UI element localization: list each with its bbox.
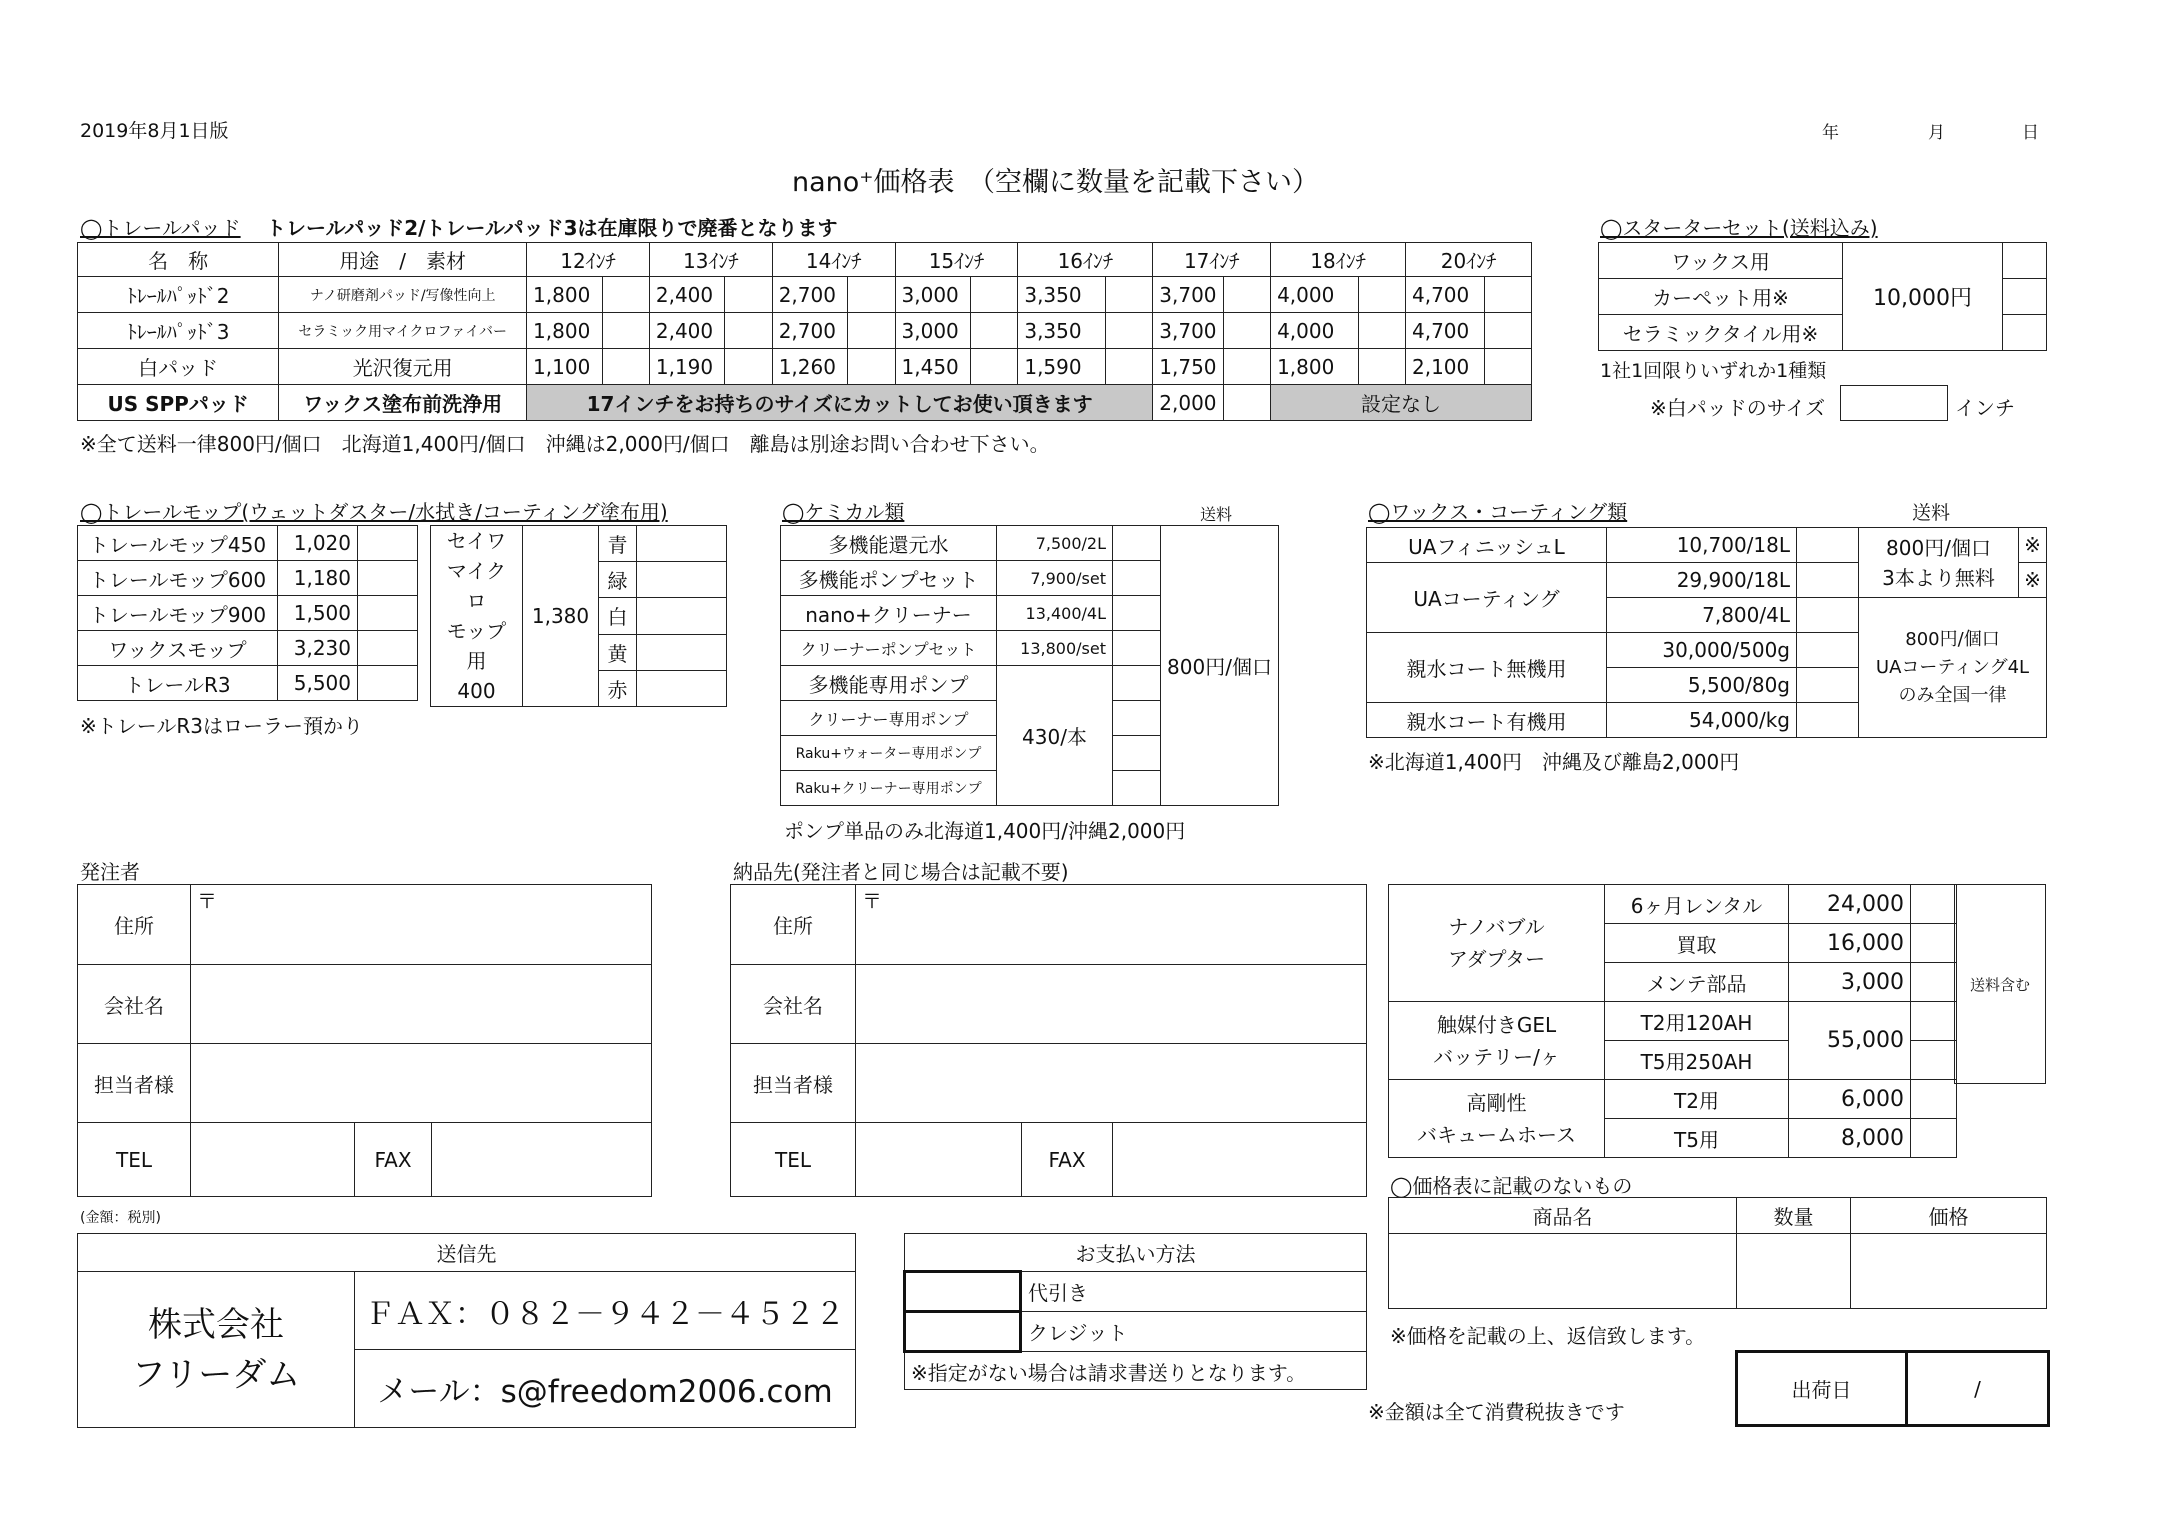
pump-name: 多機能専用ポンプ xyxy=(781,666,997,701)
payment-heading: お支払い方法 xyxy=(905,1234,1367,1272)
delivery-fax-field[interactable] xyxy=(1113,1123,1367,1197)
table-row xyxy=(781,526,1279,561)
wax-name: 親水コート有機用 xyxy=(1367,703,1607,738)
starter-item: ワックス用 xyxy=(1599,243,1843,279)
spp-not-set: 設定なし xyxy=(1271,385,1532,421)
ship-date-table xyxy=(1735,1350,2050,1427)
qty-cell[interactable] xyxy=(1105,277,1152,313)
qty-cell[interactable] xyxy=(358,526,418,561)
orderer-fax-label: FAX xyxy=(355,1123,432,1197)
price-cell: 1,190 xyxy=(649,349,725,385)
white-pad-size-label: ※白パッドのサイズ xyxy=(1650,396,1826,420)
mop-name: トレールモップ600 xyxy=(78,561,278,596)
table-row xyxy=(78,526,418,561)
delivery-heading: 納品先(発注者と同じ場合は記載不要) xyxy=(733,860,1069,884)
seiwa-mop-table xyxy=(430,525,727,707)
product-use: ワックス塗布前洗浄用 xyxy=(279,385,527,421)
nano-bubble-table xyxy=(1388,884,1957,1158)
chemical-heading: ◯ケミカル類 xyxy=(782,500,905,524)
mop-heading: ◯トレールモップ(ウェットダスター/水拭き/コーティング塗布用) xyxy=(80,500,668,524)
price-cell: 4,700 xyxy=(1405,313,1484,349)
col-header-16: 16ｲﾝﾁ xyxy=(1018,243,1153,277)
other-price-field[interactable] xyxy=(1851,1234,2047,1309)
wax-table xyxy=(1366,527,2047,738)
chemical-price: 7,500/2L xyxy=(997,526,1113,561)
qty-cell[interactable] xyxy=(725,313,772,349)
mop-price: 1,500 xyxy=(278,596,358,631)
price-cell: 3,700 xyxy=(1153,313,1223,349)
hose-option: T5用 xyxy=(1605,1119,1789,1158)
adapter-line: アダプター xyxy=(1447,947,1546,971)
qty-cell[interactable] xyxy=(1113,526,1161,561)
qty-cell[interactable] xyxy=(1105,313,1152,349)
hose-price: 6,000 xyxy=(1789,1080,1911,1119)
send-to-mail: メール：s@freedom2006.com xyxy=(355,1350,856,1428)
price-cell: 1,800 xyxy=(527,277,603,313)
qty-cell[interactable] xyxy=(602,277,649,313)
hose-line: 高剛性 xyxy=(1466,1090,1527,1115)
starter-price: 10,000円 xyxy=(1843,243,2003,351)
delivery-company-field[interactable] xyxy=(856,965,1367,1044)
color-label: 黄 xyxy=(599,634,637,670)
col-header-product: 商品名 xyxy=(1389,1198,1737,1234)
postal-mark: 〒 xyxy=(197,889,217,913)
delivery-address-field[interactable] xyxy=(856,885,1367,965)
wax-price: 5,500/80g xyxy=(1607,668,1797,703)
pump-note: ポンプ単品のみ北海道1,400円/沖縄2,000円 xyxy=(784,819,1186,843)
wax-note: ※北海道1,400円 沖縄及び離島2,000円 xyxy=(1368,750,1740,774)
price-cell: 2,700 xyxy=(772,277,848,313)
starter-table xyxy=(1598,242,2047,351)
mop-price: 5,500 xyxy=(278,666,358,701)
qty-cell[interactable] xyxy=(1223,313,1270,349)
mop-price: 3,230 xyxy=(278,631,358,666)
send-to-company xyxy=(78,1272,355,1428)
price-cell: 2,400 xyxy=(649,313,725,349)
edition-date: 2019年8月1日版 xyxy=(80,120,229,142)
qty-cell[interactable] xyxy=(358,561,418,596)
wax-shipping-2 xyxy=(1859,598,2047,738)
qty-cell[interactable] xyxy=(1358,277,1405,313)
payment-option-cod: 代引き xyxy=(1021,1272,1367,1312)
table-row xyxy=(1367,528,2047,563)
chemical-name: 多機能還元水 xyxy=(781,526,997,561)
chemical-shipping-label: 送料 xyxy=(1200,505,1233,524)
price-cell: 4,000 xyxy=(1271,313,1359,349)
wax-ship-line: UAコーティング4L xyxy=(1875,656,2030,678)
price-cell: 3,000 xyxy=(895,313,971,349)
payment-option-credit: クレジット xyxy=(1021,1312,1367,1352)
qty-cell[interactable] xyxy=(358,631,418,666)
wax-name: 親水コート無機用 xyxy=(1367,633,1607,703)
col-header-price: 価格 xyxy=(1851,1198,2047,1234)
qty-cell[interactable] xyxy=(1113,666,1161,701)
qty-cell[interactable] xyxy=(2003,243,2047,279)
price-cell: 3,000 xyxy=(895,277,971,313)
ship-date-field[interactable] xyxy=(1907,1352,2049,1426)
table-row xyxy=(78,666,418,701)
seiwa-price: 1,380 xyxy=(523,526,599,707)
col-header-use: 用途 / 素材 xyxy=(279,243,527,277)
chemical-table xyxy=(780,525,1279,806)
price-cell: 2,700 xyxy=(772,313,848,349)
table-row xyxy=(78,385,1532,421)
product-name: US SPPパッド xyxy=(78,385,279,421)
wax-price: 54,000/kg xyxy=(1607,703,1797,738)
price-cell: 2,400 xyxy=(649,277,725,313)
qty-cell[interactable] xyxy=(637,598,727,634)
qty-cell[interactable] xyxy=(725,349,772,385)
orderer-company-label: 会社名 xyxy=(78,965,191,1044)
chemical-name: 多機能ポンプセット xyxy=(781,561,997,596)
tax-note: ※金額は全て消費税抜きです xyxy=(1368,1400,1625,1424)
qty-cell[interactable] xyxy=(1113,736,1161,771)
delivery-tel-label: TEL xyxy=(731,1123,856,1197)
wax-price: 30,000/500g xyxy=(1607,633,1797,668)
delivery-form xyxy=(730,884,1367,1197)
qty-cell[interactable] xyxy=(1797,598,1859,633)
adapter-name xyxy=(1389,885,1605,1002)
send-to-heading: 送信先 xyxy=(78,1234,856,1272)
orderer-person-label: 担当者様 xyxy=(78,1044,191,1123)
seiwa-line: モップ用 xyxy=(446,619,507,673)
wax-mark: ※ xyxy=(2019,528,2047,563)
battery-name xyxy=(1389,1002,1605,1080)
battery-line: 触媒付きGEL xyxy=(1436,1012,1557,1037)
ship-date-label: 出荷日 xyxy=(1737,1352,1907,1426)
qty-cell[interactable] xyxy=(971,349,1018,385)
qty-cell[interactable] xyxy=(1484,277,1531,313)
wax-name: UAフィニッシュL xyxy=(1367,528,1607,563)
starter-item: セラミックタイル用※ xyxy=(1599,315,1843,351)
delivery-fax-label: FAX xyxy=(1022,1123,1113,1197)
qty-cell[interactable] xyxy=(2003,315,2047,351)
qty-cell[interactable] xyxy=(1911,1002,1957,1041)
price-cell: 4,000 xyxy=(1271,277,1359,313)
delivery-person-field[interactable] xyxy=(856,1044,1367,1123)
send-to-table xyxy=(77,1233,856,1428)
mop-price: 1,180 xyxy=(278,561,358,596)
payment-table xyxy=(903,1233,1367,1390)
trail-pad-heading: ◯トレールパッド xyxy=(80,216,241,240)
chemical-price: 13,400/4L xyxy=(997,596,1113,631)
orderer-company-field[interactable] xyxy=(191,965,652,1044)
white-pad-size-input[interactable] xyxy=(1840,385,1948,421)
mop-name: トレールモップ900 xyxy=(78,596,278,631)
wax-name: UAコーティング xyxy=(1367,563,1607,633)
ship-date-slash: / xyxy=(1974,1376,1981,1401)
hose-price: 8,000 xyxy=(1789,1119,1911,1158)
other-note: ※価格を記載の上、返信致します。 xyxy=(1390,1324,1706,1348)
qty-cell[interactable] xyxy=(725,277,772,313)
orderer-address-label: 住所 xyxy=(78,885,191,965)
qty-cell[interactable] xyxy=(1484,349,1531,385)
wax-ship-line: 800円/個口 xyxy=(1905,628,2000,650)
orderer-tel-field[interactable] xyxy=(191,1123,355,1197)
wax-price: 10,700/18L xyxy=(1607,528,1797,563)
chemical-name: クリーナーポンプセット xyxy=(781,631,997,666)
chemical-shipping: 800円/個口 xyxy=(1161,526,1279,806)
qty-cell[interactable] xyxy=(1358,313,1405,349)
qty-cell[interactable] xyxy=(1797,703,1859,738)
company-line: 株式会社 xyxy=(148,1304,284,1345)
seiwa-line: マイクロ xyxy=(446,559,507,613)
qty-cell[interactable] xyxy=(1797,528,1859,563)
shipping-included xyxy=(1954,884,2046,1084)
price-cell: 2,000 xyxy=(1153,385,1223,421)
qty-cell[interactable] xyxy=(1911,885,1957,924)
color-label: 白 xyxy=(599,598,637,634)
date-day-label: 日 xyxy=(2022,123,2039,143)
product-use: ナノ研磨剤パッド/写像性向上 xyxy=(279,277,527,313)
qty-cell[interactable] xyxy=(637,634,727,670)
price-cell: 1,260 xyxy=(772,349,848,385)
table-row xyxy=(78,561,418,596)
payment-check-credit[interactable] xyxy=(905,1312,1021,1352)
battery-option: T5用250AH xyxy=(1605,1041,1789,1080)
qty-cell[interactable] xyxy=(971,313,1018,349)
col-header-20: 20ｲﾝﾁ xyxy=(1405,243,1531,277)
product-use: 光沢復元用 xyxy=(279,349,527,385)
qty-cell[interactable] xyxy=(358,666,418,701)
product-name: ﾄﾚｰﾙﾊﾟｯﾄﾞ2 xyxy=(78,277,279,313)
orderer-fax-field[interactable] xyxy=(432,1123,652,1197)
price-cell: 1,800 xyxy=(1271,349,1359,385)
qty-cell[interactable] xyxy=(1911,1119,1957,1158)
product-name: ﾄﾚｰﾙﾊﾟｯﾄﾞ3 xyxy=(78,313,279,349)
price-cell: 1,750 xyxy=(1153,349,1223,385)
battery-price: 55,000 xyxy=(1789,1002,1911,1080)
qty-cell[interactable] xyxy=(1911,1080,1957,1119)
mop-price: 1,020 xyxy=(278,526,358,561)
wax-ship-line: 3本より無料 xyxy=(1882,565,1995,590)
mop-note: ※トレールR3はローラー預かり xyxy=(80,714,363,738)
qty-cell[interactable] xyxy=(1797,633,1859,668)
adapter-line: ナノバブル xyxy=(1448,915,1545,939)
orderer-heading: 発注者 xyxy=(80,860,140,884)
mop-table xyxy=(77,525,418,701)
postal-mark: 〒 xyxy=(862,889,882,913)
delivery-address-label: 住所 xyxy=(731,885,856,965)
qty-cell[interactable] xyxy=(1911,924,1957,963)
battery-option: T2用120AH xyxy=(1605,1002,1789,1041)
other-items-table xyxy=(1388,1197,2047,1309)
trail-pad-notice: トレールパッド2/トレールパッド3は在庫限りで廃番となります xyxy=(266,216,838,240)
col-header-13: 13ｲﾝﾁ xyxy=(649,243,772,277)
starter-heading: ◯スターターセット(送料込み) xyxy=(1600,216,1878,240)
adapter-option: 買取 xyxy=(1605,924,1789,963)
wax-ship-line: 800円/個口 xyxy=(1886,535,1991,560)
wax-price: 7,800/4L xyxy=(1607,598,1797,633)
other-product-field[interactable] xyxy=(1389,1234,1737,1309)
delivery-company-label: 会社名 xyxy=(731,965,856,1044)
qty-cell[interactable] xyxy=(1113,596,1161,631)
mop-name: ワックスモップ xyxy=(78,631,278,666)
color-label: 青 xyxy=(599,526,637,562)
chemical-price: 13,800/set xyxy=(997,631,1113,666)
col-header-name: 名 称 xyxy=(78,243,279,277)
qty-cell[interactable] xyxy=(971,277,1018,313)
orderer-address-field[interactable] xyxy=(191,885,652,965)
qty-cell[interactable] xyxy=(637,562,727,598)
col-header-18: 18ｲﾝﾁ xyxy=(1271,243,1406,277)
price-cell: 3,350 xyxy=(1018,277,1106,313)
qty-cell[interactable] xyxy=(1113,701,1161,736)
col-header-15: 15ｲﾝﾁ xyxy=(895,243,1018,277)
qty-cell[interactable] xyxy=(1223,349,1270,385)
qty-cell[interactable] xyxy=(637,526,727,562)
qty-cell[interactable] xyxy=(1113,771,1161,806)
qty-cell[interactable] xyxy=(1484,313,1531,349)
seiwa-line: セイワ xyxy=(446,529,507,553)
mop-name: トレールモップ450 xyxy=(78,526,278,561)
qty-cell[interactable] xyxy=(602,313,649,349)
price-cell: 4,700 xyxy=(1405,277,1484,313)
delivery-person-label: 担当者様 xyxy=(731,1044,856,1123)
qty-cell[interactable] xyxy=(637,670,727,706)
chemical-name: nano+クリーナー xyxy=(781,596,997,631)
price-cell: 3,350 xyxy=(1018,313,1106,349)
table-row xyxy=(78,313,1532,349)
wax-price: 29,900/18L xyxy=(1607,563,1797,598)
price-cell: 2,100 xyxy=(1405,349,1484,385)
price-cell: 3,700 xyxy=(1153,277,1223,313)
pump-name: Raku+クリーナー専用ポンプ xyxy=(781,771,997,806)
hose-line: バキュームホース xyxy=(1417,1122,1576,1147)
payment-note: ※指定がない場合は請求書送りとなります。 xyxy=(905,1352,1367,1390)
table-row xyxy=(78,277,1532,313)
adapter-price: 3,000 xyxy=(1789,963,1911,1002)
qty-cell[interactable] xyxy=(1113,561,1161,596)
qty-cell[interactable] xyxy=(1911,1041,1957,1080)
qty-cell[interactable] xyxy=(1113,631,1161,666)
shipping-included-text: 送料含む xyxy=(1969,975,2030,994)
wax-mark: ※ xyxy=(2019,563,2047,598)
col-header-qty: 数量 xyxy=(1737,1198,1851,1234)
product-name: 白パッド xyxy=(78,349,279,385)
seiwa-mop-name xyxy=(431,526,523,707)
table-row xyxy=(78,349,1532,385)
qty-cell[interactable] xyxy=(848,349,895,385)
date-month-label: 月 xyxy=(1928,123,1945,143)
qty-cell[interactable] xyxy=(358,596,418,631)
payment-check-cod[interactable] xyxy=(905,1272,1021,1312)
price-cell: 1,800 xyxy=(527,313,603,349)
qty-cell[interactable] xyxy=(1105,349,1152,385)
inch-label: インチ xyxy=(1955,396,2015,420)
col-header-14: 14ｲﾝﾁ xyxy=(772,243,895,277)
page-title: nano⁺価格表 （空欄に数量を記載下さい） xyxy=(792,167,1320,198)
seiwa-line: 400 xyxy=(457,679,496,703)
send-to-fax: ＦＡＸ：０８２－９４２－４５２２ xyxy=(355,1272,856,1350)
color-label: 赤 xyxy=(599,670,637,706)
wax-heading: ◯ワックス・コーティング類 xyxy=(1368,500,1628,524)
qty-cell[interactable] xyxy=(1358,349,1405,385)
other-heading: ◯価格表に記載のないもの xyxy=(1390,1174,1633,1198)
hose-option: T2用 xyxy=(1605,1080,1789,1119)
qty-cell[interactable] xyxy=(1223,385,1270,421)
price-cell: 1,590 xyxy=(1018,349,1106,385)
other-qty-field[interactable] xyxy=(1737,1234,1851,1309)
chemical-price: 7,900/set xyxy=(997,561,1113,596)
hose-name xyxy=(1389,1080,1605,1158)
adapter-price: 16,000 xyxy=(1789,924,1911,963)
orderer-tel-label: TEL xyxy=(78,1123,191,1197)
qty-cell[interactable] xyxy=(848,313,895,349)
orderer-person-field[interactable] xyxy=(191,1044,652,1123)
trail-pad-table xyxy=(77,242,1532,421)
adapter-price: 24,000 xyxy=(1789,885,1911,924)
wax-shipping-1 xyxy=(1859,528,2019,598)
spp-cut-note: 17インチをお持ちのサイズにカットしてお使い頂きます xyxy=(527,385,1153,421)
mop-name: トレールR3 xyxy=(78,666,278,701)
price-cell: 1,100 xyxy=(527,349,603,385)
adapter-option: 6ヶ月レンタル xyxy=(1605,885,1789,924)
table-row xyxy=(78,631,418,666)
company-line: フリーダム xyxy=(131,1354,301,1395)
qty-cell[interactable] xyxy=(1223,277,1270,313)
wax-shipping-label: 送料 xyxy=(1912,502,1951,524)
col-header-12: 12ｲﾝﾁ xyxy=(527,243,650,277)
product-use: セラミック用マイクロファイバー xyxy=(279,313,527,349)
starter-item: カーペット用※ xyxy=(1599,279,1843,315)
qty-cell[interactable] xyxy=(848,277,895,313)
battery-line: バッテリー/ヶ xyxy=(1433,1044,1560,1069)
qty-cell[interactable] xyxy=(1797,668,1859,703)
col-header-17: 17ｲﾝﾁ xyxy=(1153,243,1271,277)
shipping-note: ※全て送料一律800円/個口 北海道1,400円/個口 沖縄は2,000円/個口 離島は別途お問い合わせ下さい。 xyxy=(80,432,1050,456)
qty-cell[interactable] xyxy=(2003,279,2047,315)
pump-name: クリーナー専用ポンプ xyxy=(781,701,997,736)
wax-ship-line: のみ全国一律 xyxy=(1898,684,2007,706)
starter-note: 1社1回限りいずれか1種類 xyxy=(1600,360,1827,382)
pump-price: 430/本 xyxy=(997,666,1113,806)
delivery-tel-field[interactable] xyxy=(856,1123,1022,1197)
adapter-option: メンテ部品 xyxy=(1605,963,1789,1002)
table-row xyxy=(78,596,418,631)
qty-cell[interactable] xyxy=(602,349,649,385)
date-year-label: 年 xyxy=(1822,123,1839,143)
amount-note: (金額：税別) xyxy=(80,1210,161,1226)
color-label: 緑 xyxy=(599,562,637,598)
qty-cell[interactable] xyxy=(1797,563,1859,598)
pump-name: Raku+ウォーター専用ポンプ xyxy=(781,736,997,771)
orderer-form xyxy=(77,884,652,1197)
qty-cell[interactable] xyxy=(1911,963,1957,1002)
price-cell: 1,450 xyxy=(895,349,971,385)
